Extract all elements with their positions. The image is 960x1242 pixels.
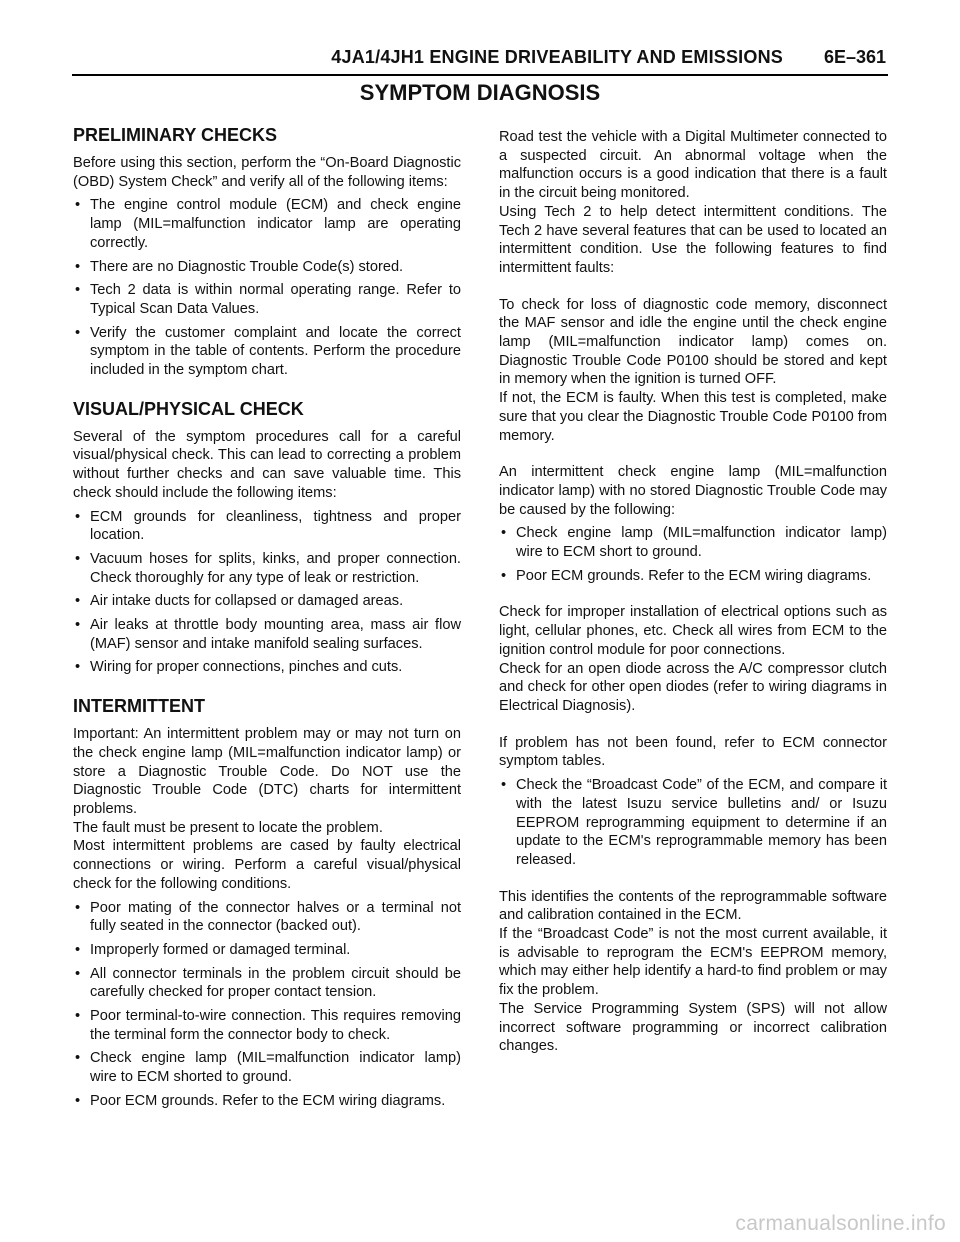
- list-item: • Air intake ducts for collapsed or damaged areas.: [73, 592, 461, 611]
- heading-preliminary-checks: PRELIMINARY CHECKS: [73, 125, 278, 145]
- sps-paragraph: The Service Programming System (SPS) will not allow incorrect software programming or incorrect calibration changes.: [499, 1000, 887, 1055]
- left-column: [73, 124, 461, 1116]
- list-item: • ECM grounds for cleanliness, tightness and proper location.: [73, 508, 461, 545]
- list-item: • Poor mating of the connector halves or a terminal not fully seated in the connector (backed out).: [73, 899, 461, 936]
- list-item: • Air leaks at throttle body mounting area, mass air flow (MAF) sensor and intake manifold sealing surfaces.: [73, 616, 461, 653]
- list-item: • Check the “Broadcast Code” of the ECM, and compare it with the latest Isuzu service bulletins and/ or Isuzu EEPROM reprogramming equipment to determine if an update to the ECM's reprogrammable memory has been released.: [499, 776, 887, 870]
- page-header: [72, 44, 888, 76]
- list-item: • Poor ECM grounds. Refer to the ECM wiring diagrams.: [499, 567, 887, 586]
- list-item: • Check engine lamp (MIL=malfunction indicator lamp) wire to ECM short to ground.: [499, 524, 887, 561]
- list-item: • The engine control module (ECM) and check engine lamp (MIL=malfunction indicator lamp are operating correctly.: [73, 196, 461, 252]
- tech2-paragraph: Using Tech 2 to help detect intermittent conditions. The Tech 2 have several features that can be used to located an intermittent condition. Use the following features to find intermittent faults:: [499, 203, 887, 276]
- visual-intro: Several of the symptom procedures call for a careful visual/physical check. This can lead to correcting a problem without further checks and can save valuable time. This check should include the following items:: [73, 428, 461, 501]
- identifies-paragraph: This identifies the contents of the reprogrammable software and calibration contained in the ECM.: [499, 888, 887, 924]
- list-item: • Poor terminal-to-wire connection. This requires removing the terminal form the connector body to check.: [73, 1007, 461, 1044]
- memory-check-paragraph: To check for loss of diagnostic code memory, disconnect the MAF sensor and idle the engine until the check engine lamp (MIL=malfunction indicator lamp) comes on. Diagnostic Trouble Code P0100 should be stored and kept in memory when the ignition is turned OFF.: [499, 296, 887, 388]
- header-page-number: 6E–361: [823, 47, 886, 67]
- list-item: • Tech 2 data is within normal operating range. Refer to Typical Scan Data Values.: [73, 281, 461, 318]
- heading-intermittent: INTERMITTENT: [73, 696, 205, 717]
- problem-not-found-paragraph: If problem has not been found, refer to ECM connector symptom tables.: [499, 734, 887, 770]
- list-item: • Poor ECM grounds. Refer to the ECM wiring diagrams.: [73, 1092, 461, 1111]
- watermark: carmanualsonline.info: [735, 1212, 946, 1235]
- intermittent-causes: Most intermittent problems are cased by faulty electrical connections or wiring. Perform a careful visual/physical check for the following conditions.: [73, 838, 461, 892]
- intermittent-important: Important: An intermittent problem may or may not turn on the check engine lamp (MIL=malfunction indicator lamp) or store a Diagnostic Trouble Code. Do NOT use the Diagnostic Trouble Code (DTC) charts for intermittent problems.: [73, 726, 461, 817]
- list-item: • Vacuum hoses for splits, kinks, and proper connection. Check thoroughly for any type of leak or restriction.: [73, 550, 461, 587]
- visual-list: [73, 508, 461, 678]
- list-item: • There are no Diagnostic Trouble Code(s) stored.: [73, 258, 461, 277]
- intermittent-list: [73, 899, 461, 1111]
- heading-visual-physical-check: VISUAL/PHYSICAL CHECK: [73, 398, 304, 419]
- improper-installation-paragraph: Check for improper installation of electrical options such as light, cellular phones, etc. Check all wires from ECM to the ignition control module for poor connections.: [499, 604, 887, 658]
- list-item: • All connector terminals in the problem circuit should be carefully checked for proper contact tension.: [73, 965, 461, 1002]
- right-column: [499, 128, 887, 1056]
- broadcast-code-list: [499, 776, 887, 870]
- intermittent-lamp-paragraph: An intermittent check engine lamp (MIL=malfunction indicator lamp) with no stored Diagnostic Trouble Code may be caused by the following:: [499, 464, 887, 518]
- preliminary-list: [73, 196, 461, 379]
- intermittent-fault-present: The fault must be present to locate the problem.: [73, 819, 383, 836]
- open-diode-paragraph: Check for an open diode across the A/C compressor clutch and check for other open diodes (refer to wiring diagrams in Electrical Diagnosis).: [499, 660, 887, 714]
- list-item: • Improperly formed or damaged terminal.: [73, 941, 461, 960]
- list-item: • Wiring for proper connections, pinches and cuts.: [73, 658, 461, 677]
- ecm-faulty-paragraph: If not, the ECM is faulty. When this test is completed, make sure that you clear the Diagnostic Trouble Code P0100 from memory.: [499, 390, 887, 444]
- list-item: • Verify the customer complaint and locate the correct symptom in the table of contents. Perform the procedure included in the symptom chart.: [73, 324, 461, 380]
- header-title: 4JA1/4JH1 ENGINE DRIVEABILITY AND EMISSIONS: [331, 47, 783, 67]
- list-item: • Check engine lamp (MIL=malfunction indicator lamp) wire to ECM shorted to ground.: [73, 1049, 461, 1086]
- page-title: SYMPTOM DIAGNOSIS: [359, 80, 601, 105]
- preliminary-intro: Before using this section, perform the “On-Board Diagnostic (OBD) System Check” and verify all of the following items:: [73, 155, 461, 190]
- road-test-paragraph: Road test the vehicle with a Digital Multimeter connected to a suspected circuit. An abnormal voltage when the malfunction occurs is a good indication that there is a fault in the circuit being monitored.: [499, 129, 887, 202]
- broadcast-not-current-paragraph: If the “Broadcast Code” is not the most current available, it is advisable to reprogram the ECM's EEPROM memory, which may either help identify a hard-to find problem or may fix the problem.: [499, 926, 887, 999]
- lamp-causes-list: [499, 524, 887, 585]
